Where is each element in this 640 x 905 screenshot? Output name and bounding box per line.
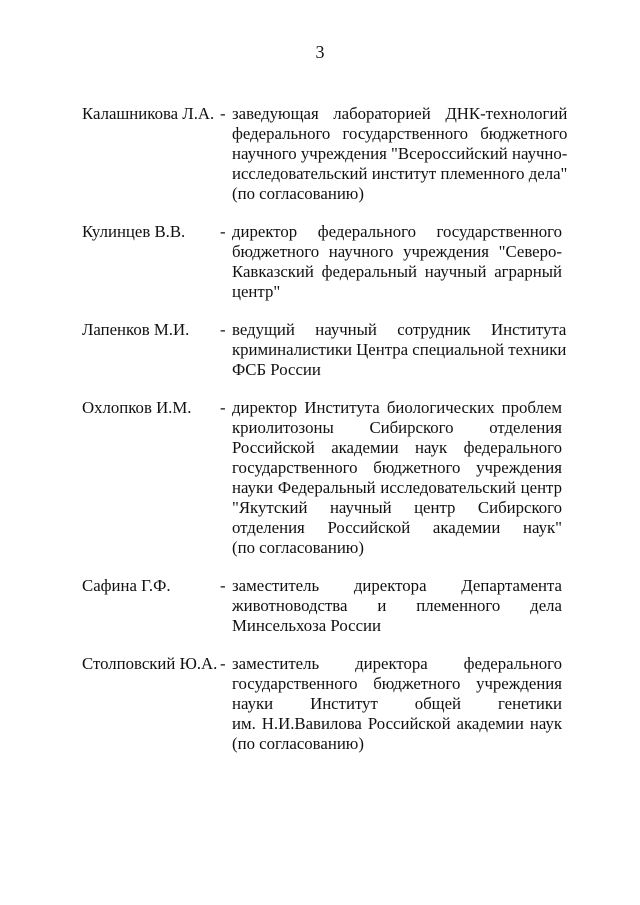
member-name: Лапенков М.И. — [82, 320, 190, 339]
position-line: исследовательский институт племенного дела" — [232, 164, 568, 183]
position-line: федерального государственного бюджетного — [232, 124, 568, 143]
member-entry — [82, 654, 562, 754]
position-line: науки Институт общей генетики — [232, 694, 562, 713]
position-line: научного учреждения "Всероссийский научно- — [232, 144, 568, 163]
member-name: Охлопков И.М. — [82, 398, 192, 417]
position-line: Минсельхоза России — [232, 616, 382, 635]
position-line: Российской академии наук федерального — [232, 438, 562, 457]
member-position — [232, 320, 566, 380]
position-line: животноводства и племенного дела — [232, 596, 562, 615]
member-entry — [82, 576, 562, 636]
dash-separator: - — [220, 576, 226, 595]
dash-separator: - — [220, 654, 226, 673]
dash-separator: - — [220, 222, 226, 241]
position-line: (по согласованию) — [232, 184, 364, 203]
position-line: им. Н.И.Вавилова Российской академии наук — [232, 714, 562, 733]
members-list — [82, 104, 568, 772]
position-line: заместитель директора Департамента — [232, 576, 562, 595]
member-entry — [82, 398, 562, 558]
dash-separator: - — [220, 104, 226, 123]
member-entry — [82, 104, 568, 204]
position-line: директор федерального государственного — [232, 222, 562, 241]
position-line: центр" — [232, 282, 281, 301]
position-line: ФСБ России — [232, 360, 321, 379]
member-position — [232, 104, 567, 204]
member-name: Кулинцев В.В. — [82, 222, 186, 241]
member-entry — [82, 222, 562, 302]
position-line: заместитель директора федерального — [232, 654, 562, 673]
member-position — [232, 222, 562, 302]
position-line: науки Федеральный исследовательский центр — [232, 478, 562, 497]
position-line: ведущий научный сотрудник Института — [232, 320, 567, 339]
position-line: директор Института биологических проблем — [232, 398, 562, 417]
position-line: криминалистики Центра специальной техники — [232, 340, 567, 359]
dash-separator: - — [220, 398, 226, 417]
position-line: отделения Российской академии наук" — [232, 518, 562, 537]
page-number: 3 — [315, 42, 325, 62]
position-line: бюджетного научного учреждения "Северо- — [232, 242, 562, 261]
position-line: (по согласованию) — [232, 538, 364, 557]
member-entry — [82, 320, 567, 380]
position-line: криолитозоны Сибирского отделения — [232, 418, 562, 437]
member-position — [232, 654, 562, 754]
member-name: Столповский Ю.А. — [82, 654, 218, 673]
position-line: Кавказский федеральный научный аграрный — [232, 262, 562, 281]
position-line: государственного бюджетного учреждения — [232, 674, 562, 693]
dash-separator: - — [220, 320, 226, 339]
position-line: государственного бюджетного учреждения — [232, 458, 562, 477]
member-name: Калашникова Л.А. — [82, 104, 215, 123]
member-position — [232, 398, 562, 558]
position-line: (по согласованию) — [232, 734, 364, 753]
position-line: заведующая лабораторией ДНК-технологий — [232, 104, 568, 123]
member-name: Сафина Г.Ф. — [82, 576, 171, 595]
member-position — [232, 576, 562, 636]
position-line: "Якутский научный центр Сибирского — [232, 498, 562, 517]
